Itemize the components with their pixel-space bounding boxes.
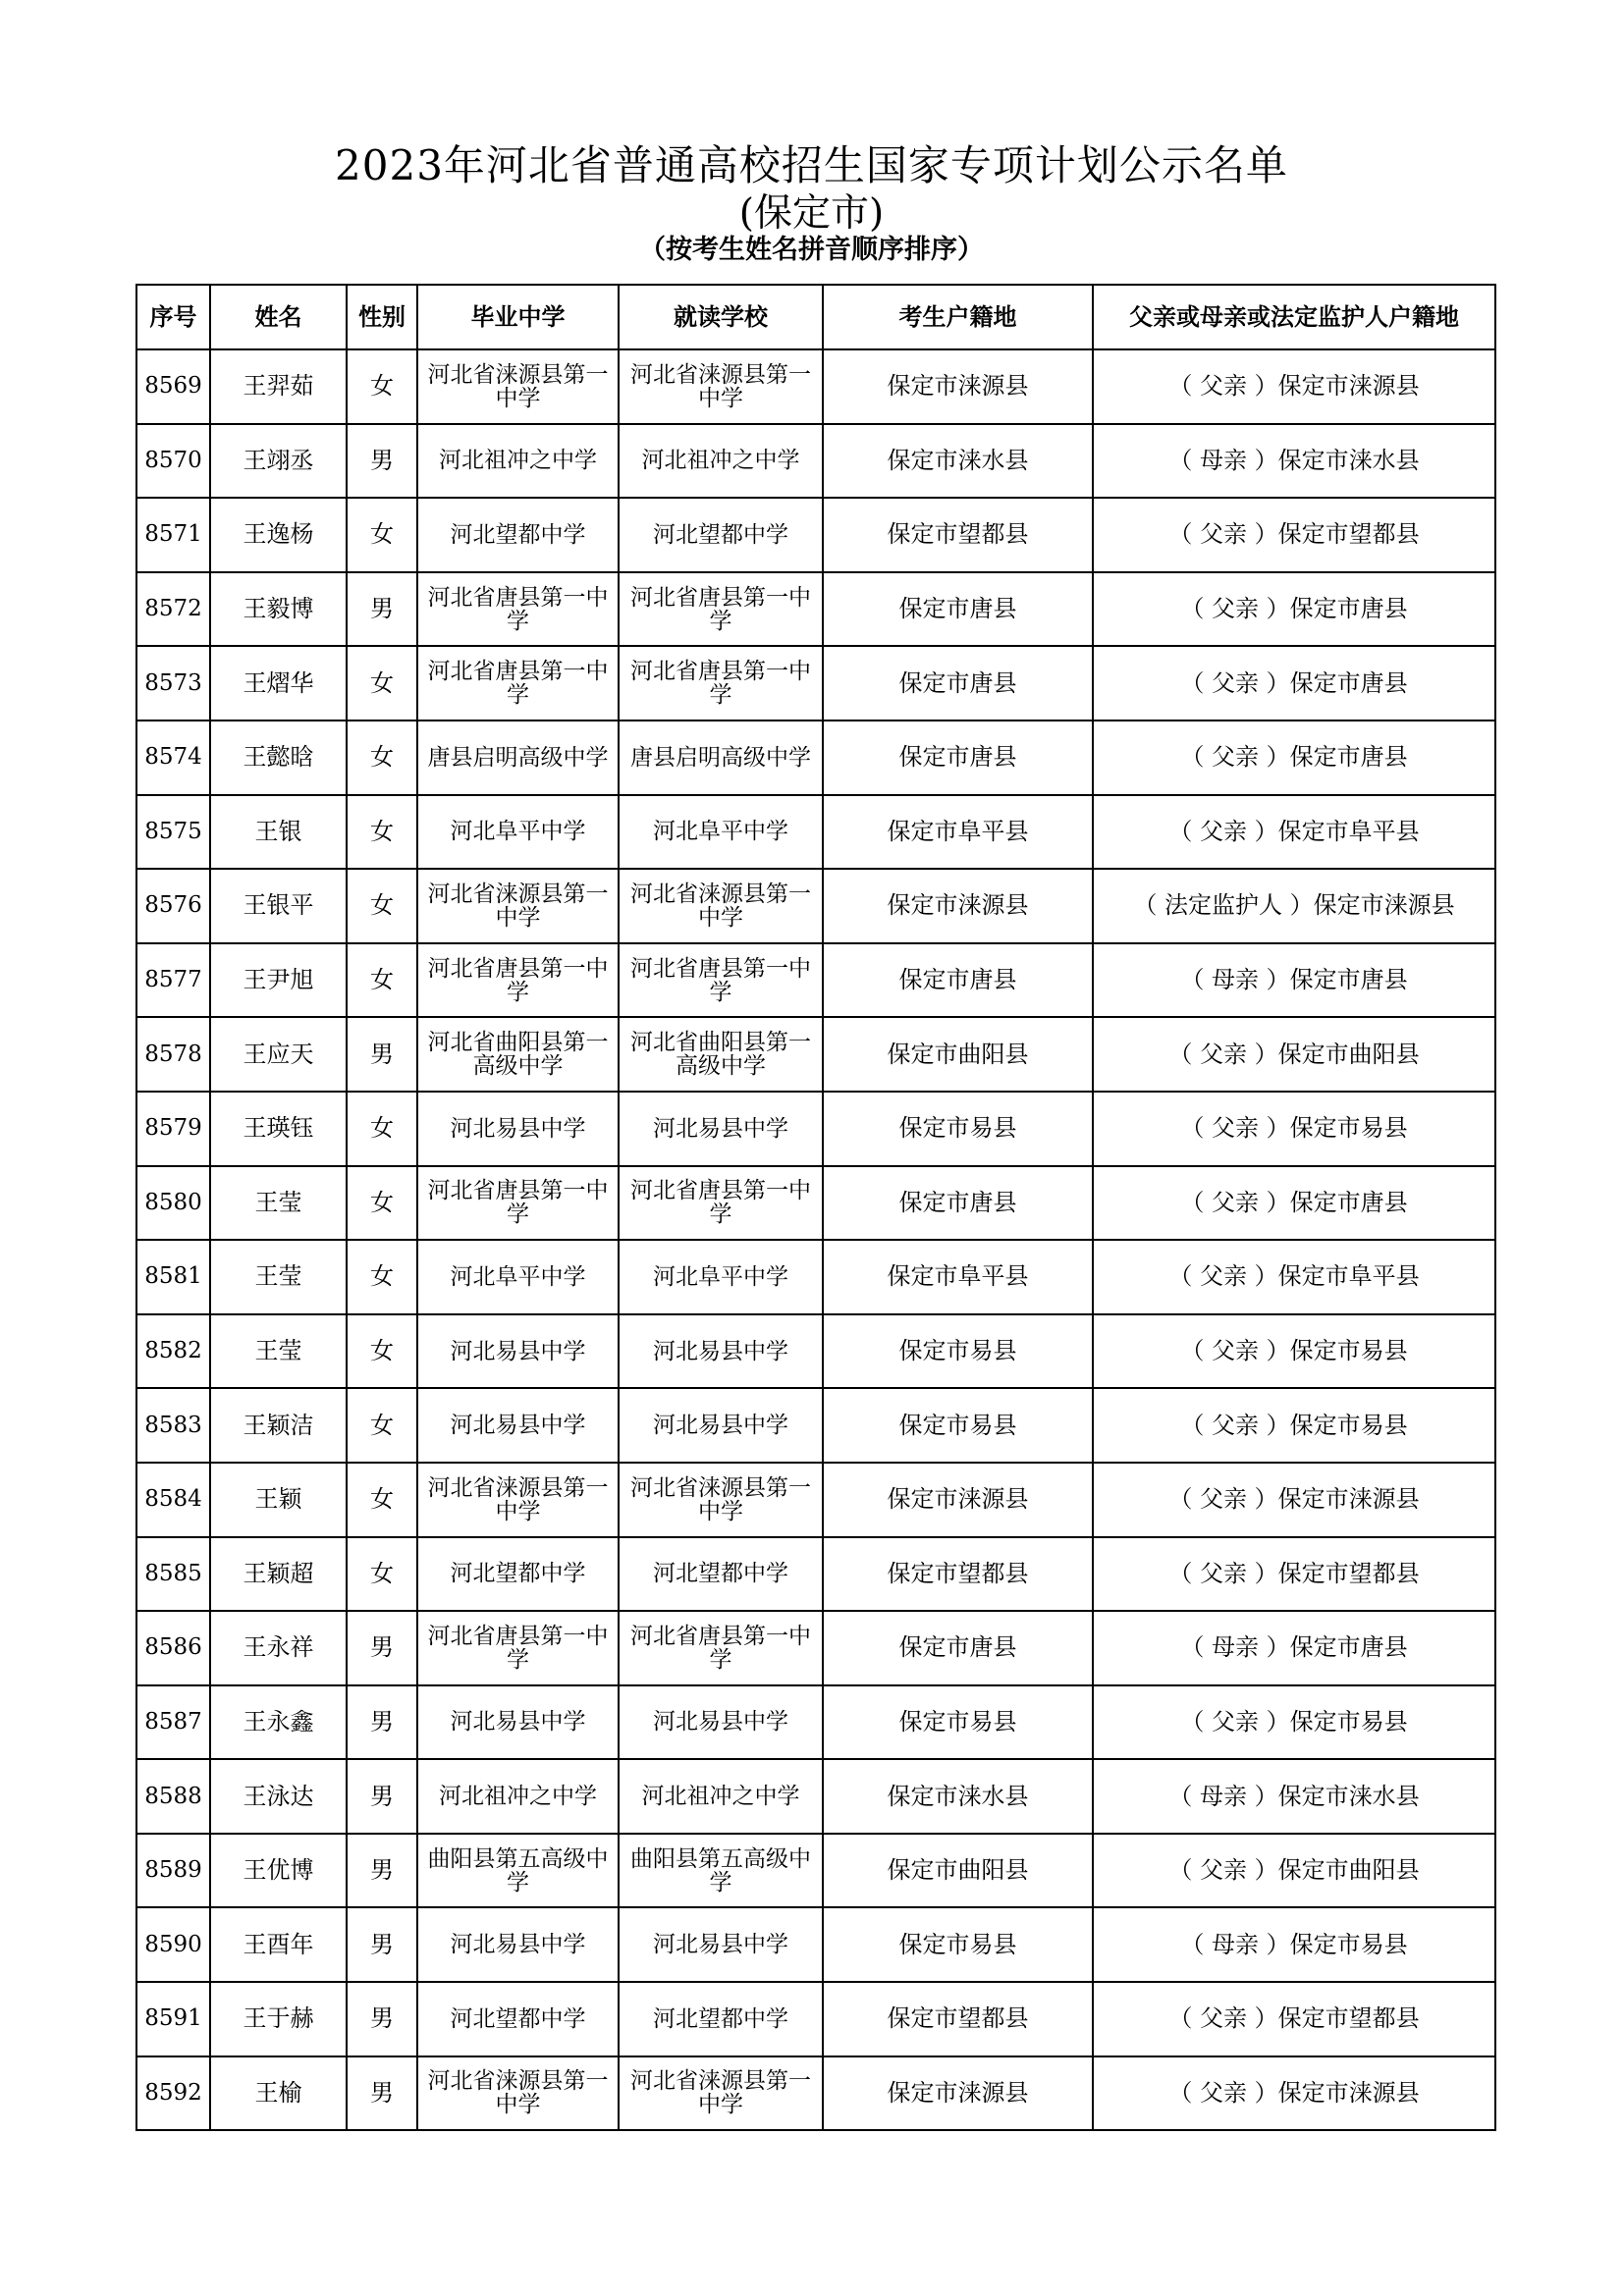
cell-no: 8571 <box>136 498 210 572</box>
table-row <box>136 1166 1495 1241</box>
cell-grad-school: 河北省唐县第一中学 <box>417 646 619 721</box>
column-header-grad-school: 毕业中学 <box>417 285 619 349</box>
column-header-school: 就读学校 <box>619 285 823 349</box>
cell-hukou: 保定市阜平县 <box>823 795 1093 870</box>
cell-grad-school: 河北易县中学 <box>417 1685 619 1760</box>
cell-hukou: 保定市涞水县 <box>823 424 1093 499</box>
cell-grad-school: 河北阜平中学 <box>417 795 619 870</box>
cell-name: 王泳达 <box>210 1759 347 1834</box>
cell-name: 王银 <box>210 795 347 870</box>
cell-school: 河北望都中学 <box>619 1982 823 2056</box>
cell-no: 8591 <box>136 1982 210 2056</box>
cell-school: 河北省唐县第一中学 <box>619 572 823 647</box>
table-row <box>136 1907 1495 1982</box>
cell-name: 王永祥 <box>210 1611 347 1685</box>
cell-school: 河北祖冲之中学 <box>619 424 823 499</box>
column-header-name: 姓名 <box>210 285 347 349</box>
cell-no: 8570 <box>136 424 210 499</box>
cell-school: 河北易县中学 <box>619 1388 823 1463</box>
cell-no: 8577 <box>136 943 210 1018</box>
cell-gender: 女 <box>347 498 417 572</box>
cell-guardian: （ 父亲 ）保定市唐县 <box>1093 1166 1495 1241</box>
cell-name: 王颖超 <box>210 1537 347 1612</box>
cell-school: 河北易县中学 <box>619 1907 823 1982</box>
cell-hukou: 保定市唐县 <box>823 646 1093 721</box>
cell-guardian: （ 父亲 ）保定市望都县 <box>1093 498 1495 572</box>
cell-hukou: 保定市易县 <box>823 1092 1093 1166</box>
cell-gender: 女 <box>347 1388 417 1463</box>
table-row <box>136 424 1495 499</box>
cell-school: 河北省涞源县第一中学 <box>619 1463 823 1537</box>
table-row <box>136 349 1495 424</box>
cell-school: 河北省唐县第一中学 <box>619 1166 823 1241</box>
cell-hukou: 保定市曲阳县 <box>823 1834 1093 1908</box>
page-subtitle: (保定市) <box>738 191 885 236</box>
cell-school: 河北易县中学 <box>619 1092 823 1166</box>
cell-gender: 女 <box>347 943 417 1018</box>
cell-guardian: （ 母亲 ）保定市涞水县 <box>1093 1759 1495 1834</box>
column-header-gender: 性别 <box>347 285 417 349</box>
cell-grad-school: 河北祖冲之中学 <box>417 1759 619 1834</box>
cell-gender: 男 <box>347 1611 417 1685</box>
table-row <box>136 943 1495 1018</box>
cell-no: 8575 <box>136 795 210 870</box>
cell-hukou: 保定市易县 <box>823 1907 1093 1982</box>
table-row <box>136 1982 1495 2056</box>
table-row <box>136 869 1495 943</box>
cell-no: 8569 <box>136 349 210 424</box>
cell-guardian: （ 母亲 ）保定市唐县 <box>1093 1611 1495 1685</box>
cell-grad-school: 河北省唐县第一中学 <box>417 1611 619 1685</box>
column-header-hukou: 考生户籍地 <box>823 285 1093 349</box>
cell-gender: 男 <box>347 1907 417 1982</box>
cell-no: 8582 <box>136 1314 210 1389</box>
cell-school: 唐县启明高级中学 <box>619 721 823 795</box>
cell-guardian: （ 父亲 ）保定市易县 <box>1093 1685 1495 1760</box>
cell-name: 王羿茹 <box>210 349 347 424</box>
cell-name: 王于赫 <box>210 1982 347 2056</box>
cell-no: 8585 <box>136 1537 210 1612</box>
cell-gender: 男 <box>347 1834 417 1908</box>
cell-school: 河北省涞源县第一中学 <box>619 2056 823 2131</box>
cell-grad-school: 河北易县中学 <box>417 1314 619 1389</box>
page-title: 2023年河北省普通高校招生国家专项计划公示名单 <box>335 141 1288 189</box>
cell-hukou: 保定市阜平县 <box>823 1240 1093 1314</box>
cell-name: 王熠华 <box>210 646 347 721</box>
cell-hukou: 保定市望都县 <box>823 498 1093 572</box>
cell-hukou: 保定市望都县 <box>823 1537 1093 1612</box>
cell-name: 王永鑫 <box>210 1685 347 1760</box>
cell-hukou: 保定市涞源县 <box>823 349 1093 424</box>
cell-guardian: （ 父亲 ）保定市易县 <box>1093 1092 1495 1166</box>
cell-school: 河北祖冲之中学 <box>619 1759 823 1834</box>
cell-school: 河北望都中学 <box>619 1537 823 1612</box>
cell-no: 8583 <box>136 1388 210 1463</box>
cell-grad-school: 唐县启明高级中学 <box>417 721 619 795</box>
cell-school: 河北省曲阳县第一高级中学 <box>619 1017 823 1092</box>
cell-grad-school: 河北省唐县第一中学 <box>417 1166 619 1241</box>
cell-hukou: 保定市曲阳县 <box>823 1017 1093 1092</box>
cell-hukou: 保定市唐县 <box>823 721 1093 795</box>
cell-hukou: 保定市易县 <box>823 1388 1093 1463</box>
table-row <box>136 795 1495 870</box>
cell-guardian: （ 父亲 ）保定市唐县 <box>1093 721 1495 795</box>
cell-gender: 女 <box>347 721 417 795</box>
column-header-no: 序号 <box>136 285 210 349</box>
cell-school: 河北易县中学 <box>619 1314 823 1389</box>
cell-gender: 女 <box>347 349 417 424</box>
cell-gender: 女 <box>347 795 417 870</box>
cell-hukou: 保定市涞源县 <box>823 2056 1093 2131</box>
cell-no: 8573 <box>136 646 210 721</box>
cell-grad-school: 河北易县中学 <box>417 1388 619 1463</box>
cell-guardian: （ 父亲 ）保定市望都县 <box>1093 1537 1495 1612</box>
cell-gender: 女 <box>347 646 417 721</box>
cell-grad-school: 河北省曲阳县第一高级中学 <box>417 1017 619 1092</box>
cell-hukou: 保定市唐县 <box>823 1166 1093 1241</box>
cell-guardian: （ 父亲 ）保定市阜平县 <box>1093 1240 1495 1314</box>
cell-guardian: （ 法定监护人 ）保定市涞源县 <box>1093 869 1495 943</box>
table-body <box>136 349 1495 2130</box>
cell-hukou: 保定市涞源县 <box>823 1463 1093 1537</box>
cell-guardian: （ 父亲 ）保定市阜平县 <box>1093 795 1495 870</box>
table-row <box>136 572 1495 647</box>
table-header-row <box>136 285 1495 349</box>
cell-guardian: （ 父亲 ）保定市易县 <box>1093 1388 1495 1463</box>
cell-school: 河北省唐县第一中学 <box>619 1611 823 1685</box>
cell-name: 王毅博 <box>210 572 347 647</box>
cell-name: 王应天 <box>210 1017 347 1092</box>
cell-gender: 女 <box>347 1166 417 1241</box>
table-row <box>136 1611 1495 1685</box>
cell-gender: 女 <box>347 1092 417 1166</box>
cell-school: 河北省涞源县第一中学 <box>619 349 823 424</box>
cell-grad-school: 河北望都中学 <box>417 1982 619 2056</box>
student-list-table <box>135 284 1496 2131</box>
cell-name: 王翊丞 <box>210 424 347 499</box>
cell-name: 王榆 <box>210 2056 347 2131</box>
cell-grad-school: 河北阜平中学 <box>417 1240 619 1314</box>
cell-gender: 女 <box>347 869 417 943</box>
cell-no: 8580 <box>136 1166 210 1241</box>
cell-guardian: （ 父亲 ）保定市涞源县 <box>1093 2056 1495 2131</box>
cell-school: 河北省唐县第一中学 <box>619 943 823 1018</box>
cell-guardian: （ 母亲 ）保定市易县 <box>1093 1907 1495 1982</box>
cell-no: 8590 <box>136 1907 210 1982</box>
table-row <box>136 721 1495 795</box>
cell-no: 8592 <box>136 2056 210 2131</box>
cell-name: 王尹旭 <box>210 943 347 1018</box>
cell-gender: 男 <box>347 424 417 499</box>
cell-guardian: （ 父亲 ）保定市易县 <box>1093 1314 1495 1389</box>
cell-no: 8572 <box>136 572 210 647</box>
cell-gender: 男 <box>347 1982 417 2056</box>
cell-no: 8578 <box>136 1017 210 1092</box>
cell-hukou: 保定市望都县 <box>823 1982 1093 2056</box>
cell-no: 8589 <box>136 1834 210 1908</box>
table-row <box>136 1834 1495 1908</box>
cell-hukou: 保定市唐县 <box>823 572 1093 647</box>
cell-no: 8579 <box>136 1092 210 1166</box>
cell-gender: 女 <box>347 1240 417 1314</box>
table-row <box>136 1314 1495 1389</box>
cell-guardian: （ 父亲 ）保定市涞源县 <box>1093 349 1495 424</box>
cell-grad-school: 河北省唐县第一中学 <box>417 572 619 647</box>
table-row <box>136 1537 1495 1612</box>
cell-gender: 男 <box>347 1759 417 1834</box>
cell-gender: 女 <box>347 1463 417 1537</box>
cell-grad-school: 河北祖冲之中学 <box>417 424 619 499</box>
cell-hukou: 保定市易县 <box>823 1314 1093 1389</box>
cell-school: 河北阜平中学 <box>619 795 823 870</box>
table-row <box>136 1463 1495 1537</box>
cell-no: 8581 <box>136 1240 210 1314</box>
cell-grad-school: 河北省涞源县第一中学 <box>417 2056 619 2131</box>
cell-grad-school: 河北易县中学 <box>417 1907 619 1982</box>
cell-gender: 女 <box>347 1314 417 1389</box>
cell-guardian: （ 母亲 ）保定市唐县 <box>1093 943 1495 1018</box>
cell-grad-school: 曲阳县第五高级中学 <box>417 1834 619 1908</box>
cell-name: 王瑛钰 <box>210 1092 347 1166</box>
cell-school: 河北易县中学 <box>619 1685 823 1760</box>
cell-no: 8586 <box>136 1611 210 1685</box>
cell-guardian: （ 父亲 ）保定市涞源县 <box>1093 1463 1495 1537</box>
table-row <box>136 1685 1495 1760</box>
cell-grad-school: 河北望都中学 <box>417 1537 619 1612</box>
cell-name: 王颖 <box>210 1463 347 1537</box>
cell-guardian: （ 父亲 ）保定市唐县 <box>1093 572 1495 647</box>
table-row <box>136 1388 1495 1463</box>
cell-no: 8574 <box>136 721 210 795</box>
cell-grad-school: 河北省涞源县第一中学 <box>417 1463 619 1537</box>
cell-school: 河北望都中学 <box>619 498 823 572</box>
cell-name: 王莹 <box>210 1166 347 1241</box>
table-row <box>136 646 1495 721</box>
table-row <box>136 1092 1495 1166</box>
cell-gender: 女 <box>347 1537 417 1612</box>
cell-name: 王优博 <box>210 1834 347 1908</box>
cell-name: 王逸杨 <box>210 498 347 572</box>
cell-grad-school: 河北易县中学 <box>417 1092 619 1166</box>
cell-name: 王懿晗 <box>210 721 347 795</box>
cell-grad-school: 河北省唐县第一中学 <box>417 943 619 1018</box>
cell-guardian: （ 父亲 ）保定市唐县 <box>1093 646 1495 721</box>
cell-gender: 男 <box>347 1017 417 1092</box>
cell-name: 王酉年 <box>210 1907 347 1982</box>
cell-guardian: （ 父亲 ）保定市望都县 <box>1093 1982 1495 2056</box>
column-header-guardian: 父亲或母亲或法定监护人户籍地 <box>1093 285 1495 349</box>
table-row <box>136 1017 1495 1092</box>
cell-name: 王莹 <box>210 1314 347 1389</box>
cell-hukou: 保定市涞源县 <box>823 869 1093 943</box>
cell-school: 河北省涞源县第一中学 <box>619 869 823 943</box>
cell-hukou: 保定市易县 <box>823 1685 1093 1760</box>
table-row <box>136 1240 1495 1314</box>
cell-name: 王银平 <box>210 869 347 943</box>
cell-no: 8584 <box>136 1463 210 1537</box>
cell-no: 8576 <box>136 869 210 943</box>
cell-grad-school: 河北望都中学 <box>417 498 619 572</box>
cell-guardian: （ 父亲 ）保定市曲阳县 <box>1093 1017 1495 1092</box>
cell-school: 河北阜平中学 <box>619 1240 823 1314</box>
table-row <box>136 2056 1495 2131</box>
cell-gender: 男 <box>347 572 417 647</box>
cell-no: 8588 <box>136 1759 210 1834</box>
cell-name: 王颖洁 <box>210 1388 347 1463</box>
sort-note: （按考生姓名拼音顺序排序） <box>639 235 984 265</box>
cell-grad-school: 河北省涞源县第一中学 <box>417 349 619 424</box>
cell-school: 河北省唐县第一中学 <box>619 646 823 721</box>
cell-hukou: 保定市涞水县 <box>823 1759 1093 1834</box>
cell-school: 曲阳县第五高级中学 <box>619 1834 823 1908</box>
cell-guardian: （ 父亲 ）保定市曲阳县 <box>1093 1834 1495 1908</box>
cell-hukou: 保定市唐县 <box>823 1611 1093 1685</box>
cell-grad-school: 河北省涞源县第一中学 <box>417 869 619 943</box>
cell-hukou: 保定市唐县 <box>823 943 1093 1018</box>
cell-gender: 男 <box>347 1685 417 1760</box>
table-row <box>136 498 1495 572</box>
cell-gender: 男 <box>347 2056 417 2131</box>
table-row <box>136 1759 1495 1834</box>
cell-guardian: （ 母亲 ）保定市涞水县 <box>1093 424 1495 499</box>
cell-no: 8587 <box>136 1685 210 1760</box>
cell-name: 王莹 <box>210 1240 347 1314</box>
